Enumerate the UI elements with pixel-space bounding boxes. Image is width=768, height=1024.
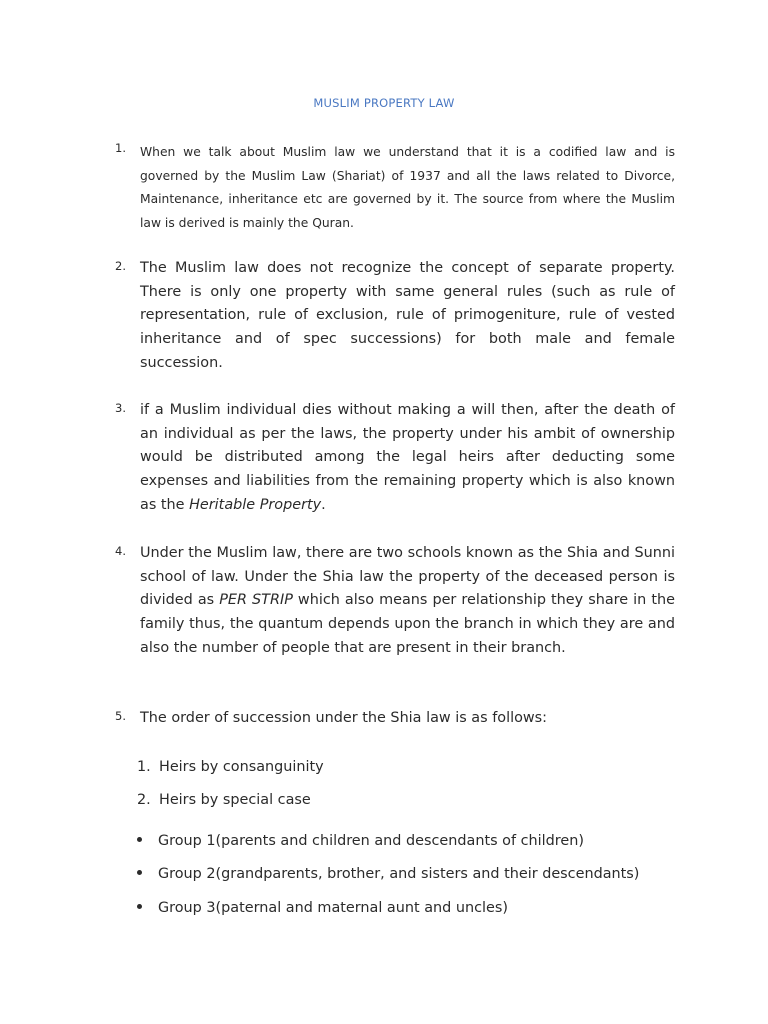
list-item-number: 4.: [115, 544, 126, 558]
list-item-number: 2.: [115, 259, 126, 273]
sub-list-item-text: Heirs by consanguinity: [159, 759, 324, 775]
bullet-item: [137, 831, 584, 851]
italic-term: Heritable Property: [189, 496, 322, 513]
list-item: [115, 399, 675, 518]
list-item-text: When we talk about Muslim law we understand that it is a codified law and is governed by the Muslim Law (Shariat) of 1937 and all the laws related to Divorce, Maintenance, inheritance etc are governed by it. The source from where the Muslim law is derived is mainly the Quran.: [140, 145, 675, 230]
italic-term: PER STRIP: [219, 592, 293, 609]
bullet-text: Group 2(grandparents, brother, and sisters and their descendants): [158, 866, 640, 882]
sub-list-item-number: 1.: [137, 759, 151, 775]
list-item-text-part: .: [321, 496, 326, 513]
sub-list-item-text: Heirs by special case: [159, 792, 311, 808]
bullet-text: Group 1(parents and children and descendants of children): [158, 833, 584, 849]
list-item-text: [140, 542, 675, 661]
list-item: [115, 257, 675, 376]
document-title: MUSLIM PROPERTY LAW: [313, 96, 455, 110]
bullet-item: [137, 864, 639, 884]
list-item: [115, 707, 675, 731]
sub-list-item: [137, 790, 311, 810]
bullet-text: Group 3(paternal and maternal aunt and uncles): [158, 900, 508, 916]
list-item-text: [140, 399, 675, 518]
list-item-number: 5.: [115, 709, 126, 723]
list-item-text-part: Under the Muslim law, there are two schools known as the Shia and Sunni school of law. Under the Shia law the property of the deceased person is divided as: [140, 545, 675, 609]
list-item-text: The Muslim law does not recognize the concept of separate property. There is only one property with same general rules (such as rule of representation, rule of exclusion, rule of primogeniture, rule of vested inheritance and of spec successions) for both male and female succession.: [140, 260, 675, 371]
list-item-text: The order of succession under the Shia law is as follows:: [140, 710, 547, 726]
sub-list-item: [137, 757, 324, 777]
list-item: [115, 542, 675, 661]
bullet-icon: [137, 870, 142, 875]
bullet-icon: [137, 904, 142, 909]
list-item-text-part: which also means per relationship they share in the family thus, the quantum depends upon the branch in which they are and also the number of people that are present in their branch.: [140, 592, 675, 656]
bullet-item: [137, 898, 508, 918]
list-item-text-part: if a Muslim individual dies without making a will then, after the death of an individual as per the laws, the property under his ambit of ownership would be distributed among the legal heirs after deducting some expenses and liabilities from the remaining property which is also known as the: [140, 402, 675, 513]
list-item-number: 1.: [115, 141, 126, 155]
list-item-number: 3.: [115, 401, 126, 415]
list-item: [115, 141, 675, 235]
bullet-icon: [137, 837, 142, 842]
sub-list-item-number: 2.: [137, 792, 151, 808]
